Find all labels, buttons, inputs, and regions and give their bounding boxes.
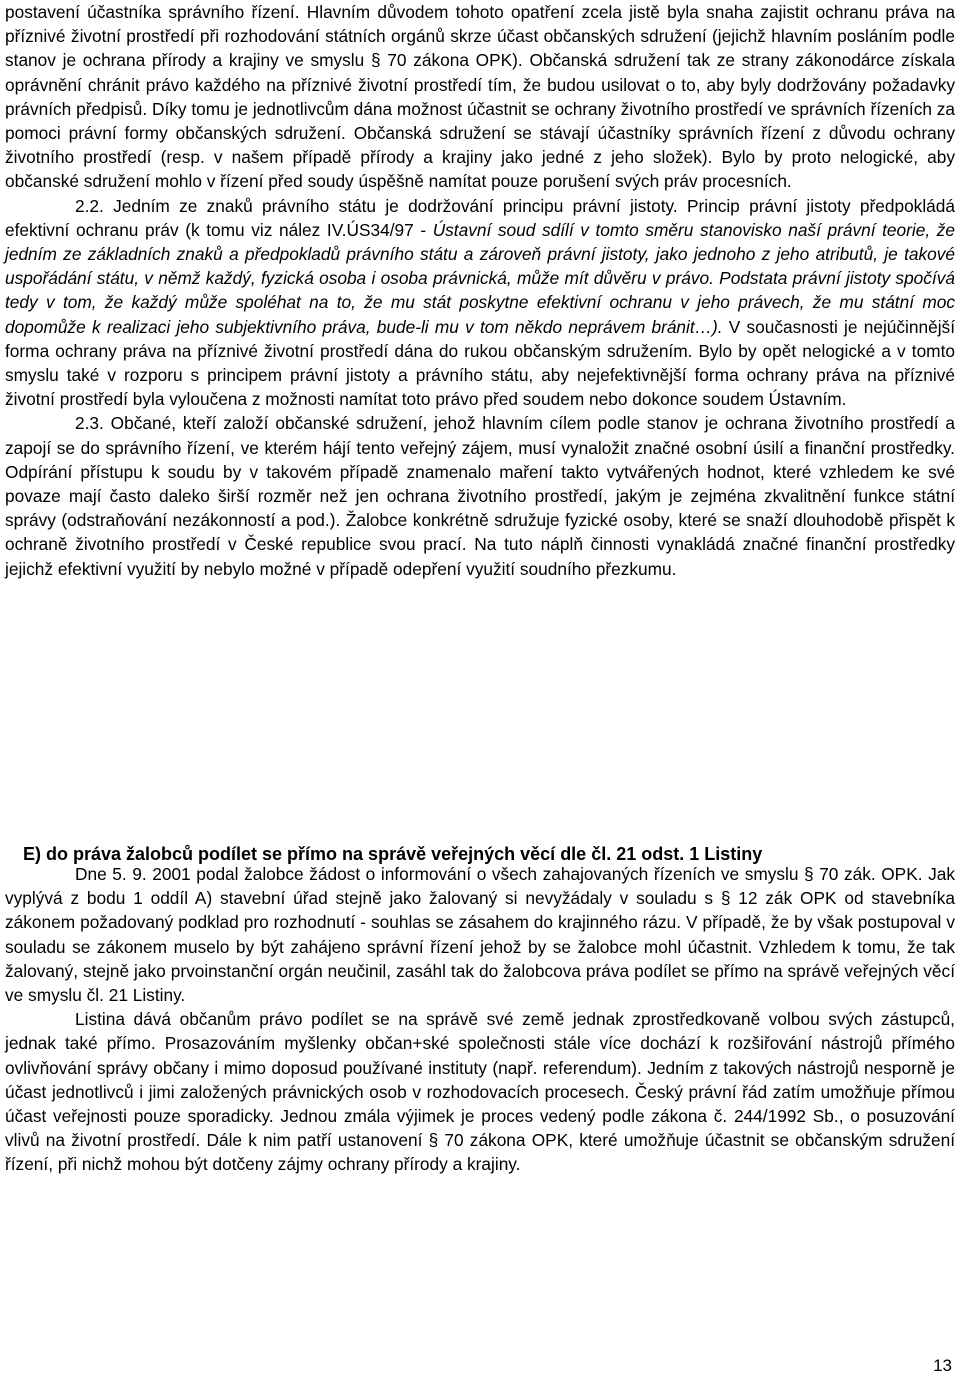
paragraph-text: 2.2. Jedním ze znaků právního státu je dodržování principu právní jistoty. Princip právní jistoty předpokládá efektivní ochranu práv (k tomu viz nález IV.ÚS34/97 - — [5, 195, 955, 240]
page-number: 13 — [933, 1356, 952, 1375]
paragraph-p4 — [5, 862, 955, 1007]
paragraph-p5 — [5, 1007, 955, 1176]
body-text-top — [5, 0, 955, 581]
paragraph-text: 2.3. Občané, kteří založí občanské sdružení, jehož hlavním cílem podle stanov je ochrana životního prostředí a zapojí se do správního řízení, ve kterém hájí tento veřejný zájem, musí vynaložit značné osobní úsilí a finanční prostředky. Odpírání přístupu k soudu by v takovém případě znamenalo maření takto vytvářených hodnot, které vzhledem ke své povaze mají často daleko širší rozměr než jen ochrana životního prostředí, jakým je zejména zkvalitnění funkce státní správy (odstraňování nezákonností a pod.). Žalobce konkrétně sdružuje fyzické osoby, které se snaží dlouhodobě přispět k ochraně životního prostředí v České republice svou prací. Na tuto náplň činnosti vynakládá značné finanční prostředky jejichž efektivní využití by nebylo možné v případě odepření využití soudního přezkumu. — [5, 413, 955, 579]
paragraph-text: Dne 5. 9. 2001 podal žalobce žádost o informování o všech zahajovaných řízeních ve smyslu § 70 zák. OPK. Jak vyplývá z bodu 1 oddíl A) stavební úřad stejně jako žalovaný si nevyžádaly v souladu s § 12 zák OPK od stavebníka zákonem požadovaný podklad pro rozhodnutí - souhlas se zásahem do krajinného rázu. V případě, že by však postupoval v souladu se zákonem muselo by být zahájeno správní řízení jehož by se žalobce mohl účastnit. Vzhledem k tomu, že tak žalovaný, stejně jako prvoinstanční orgán neučinil, zasáhl tak do žalobcova práva podílet se přímo na správě veřejných věcí ve smyslu čl. 21 Listiny. — [5, 864, 955, 1006]
paragraph-p2 — [5, 194, 955, 412]
paragraph-text: V současnosti je nejúčinnější forma ochrany práva na příznivé životní prostředí dána do rukou občanským sdružením. Bylo by opět nelogické a v tomto smyslu také v rozporu s principem právní jistoty a právního státu, aby nejefektivnější forma ochrany práva na příznivé životní prostředí byla vyloučena z možnosti namítat toto právo před soudem nebo dokonce soudem Ústavním. — [5, 316, 955, 410]
paragraph-text: postavení účastníka správního řízení. Hlavním důvodem tohoto opatření zcela jistě byla snaha zajistit ochranu práva na příznivé životní prostředí při rozhodování státních orgánů skrze účast občanských sdružení (jejichž hlavním posláním podle stanov je ochrana přírody a krajiny ve smyslu § 70 zákona OPK). Občanská sdružení tak ze strany zákonodárce získala oprávnění chránit právo každého na příznivé životní prostředí tím, že budou usilovat o to, aby byly dodržovány požadavky právních předpisů. Díky tomu je jednotlivcům dána možnost účastnit se ochrany životního prostředí ve správních řízeních za pomoci právní formy občanských sdružení. Občanská sdružení se stávají účastníky správních řízení z důvodu ochrany životního prostředí (resp. v našem případě přírody a krajiny jako jedné z jeho složek). Bylo by proto nelogické, aby občanské sdružení mohlo v řízení před soudy úspěšně namítat pouze porušení svých práv procesních. — [5, 2, 955, 192]
paragraph-p1 — [5, 0, 955, 194]
quoted-text: Podstata právní jistoty spočívá tedy v tom, že každý může spoléhat na to, že mu stát poskytne efektivní ochranu v jeho právech, že mu státní moc dopomůže k realizaci jeho subjektivního práva, bude-li mu v tom někdo neprávem bránit…). — [5, 268, 955, 337]
section-heading-e: E) do práva žalobců podílet se přímo na správě veřejných věcí dle čl. 21 odst. 1 Listiny — [23, 844, 763, 864]
document-page — [5, 0, 956, 1175]
quoted-text: Ústavní soud sdílí v tomto směru stanovisko naší právní teorie, že jedním ze základních znaků a předpokladů právního státu a zároveň právní jistoty, jako jednoho z jeho atributů, je takové uspořádání státu, v němž každý, fyzická osoba i osoba právnická, může mít důvěru v právo. — [5, 219, 956, 289]
body-text-bottom — [5, 862, 955, 1177]
paragraph-p3 — [5, 411, 955, 580]
paragraph-text: Listina dává občanům právo podílet se na správě své země jednak zprostředkovaně volbou svých zástupců, jednak také přímo. Prosazováním myšlenky občan+ské společnosti stále více dochází k rozšiřování nástrojů přímého ovlivňování správy občany i mimo doposud používané instituty (např. referendum). Jedním z takových nástrojů nesporně je účast jednotlivců i jimi založených právnických osob v rozhodovacích procesech. Český právní řád zatím umožňuje přímou účast veřejnosti pouze sporadicky. Jednou zmála výjimek je proces vedený podle zákona č. 244/1992 Sb., o posuzování vlivů na životní prostředí. Dále k nim patří ustanovení § 70 zákona OPK, které umožňuje účastnit se občanským sdružení řízení, při nichž mohou být dotčeny zájmy ochrany přírody a krajiny. — [5, 1009, 955, 1175]
